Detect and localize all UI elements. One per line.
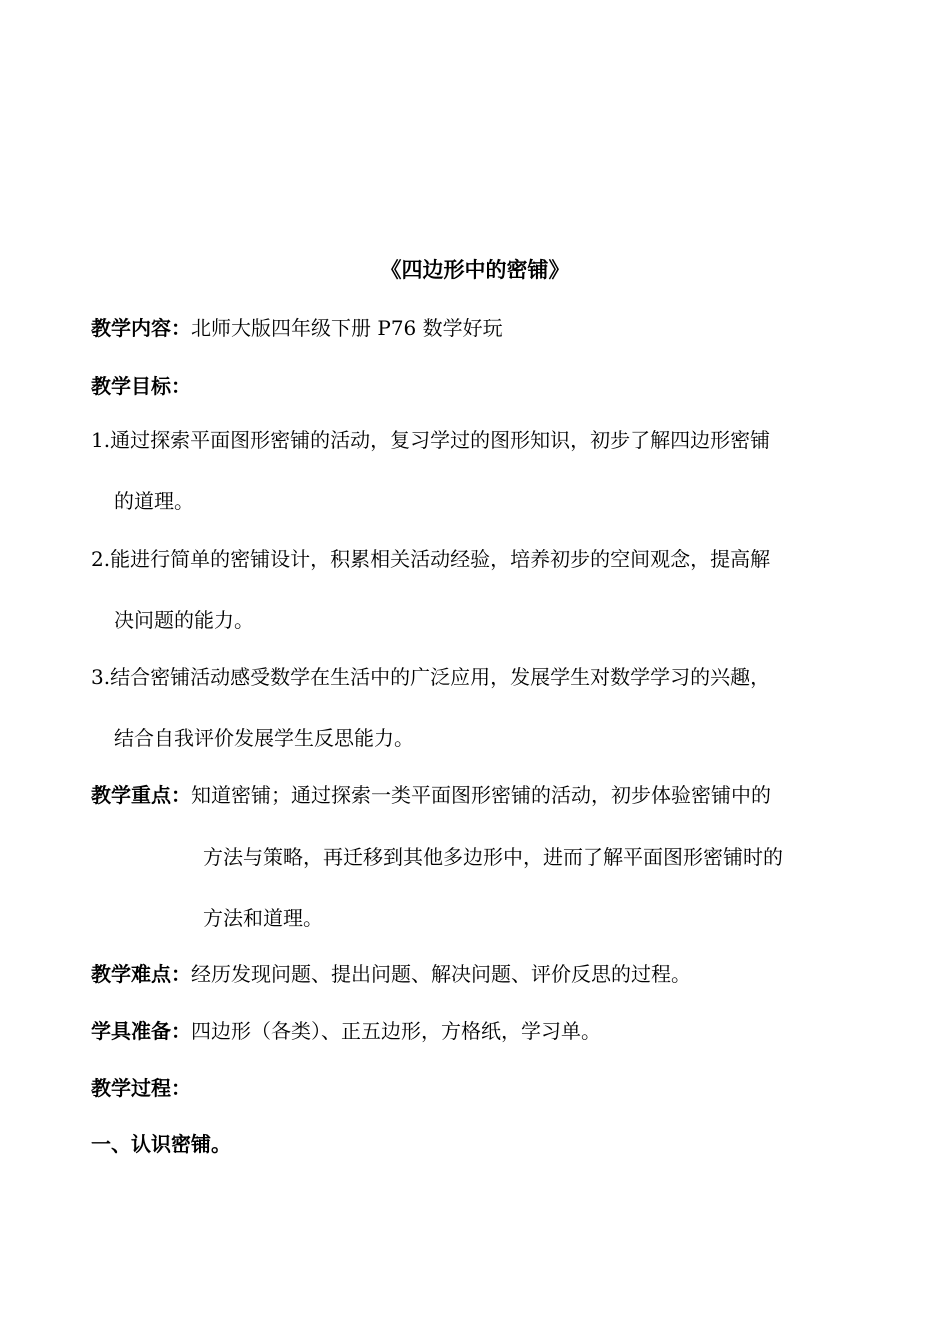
section-1-row [91,1129,231,1159]
key-points-row [91,780,771,810]
teaching-objectives-label: 教学目标： [91,374,191,398]
teaching-process-row [91,1073,191,1103]
key-points-line-2: 方法与策略，再迁移到其他多边形中，进而了解平面图形密铺时的 [203,845,783,869]
key-points-line-1: 知道密铺；通过探索一类平面图形密铺的活动，初步体验密铺中的 [191,783,771,807]
difficulties-row [91,959,691,989]
materials-label: 学具准备： [91,1019,191,1043]
teaching-content-label: 教学内容： [91,316,191,340]
section-1-heading: 一、认识密铺。 [91,1132,231,1156]
teaching-content-value: 北师大版四年级下册 P76 数学好玩 [191,316,503,340]
teaching-content-row [91,313,503,343]
objective-3-line-1: 3.结合密铺活动感受数学在生活中的广泛应用，发展学生对数学学习的兴趣， [91,665,771,689]
teaching-process-label: 教学过程： [91,1076,191,1100]
difficulties-label: 教学难点： [91,962,191,986]
difficulties-value: 经历发现问题、提出问题、解决问题、评价反思的过程。 [191,962,691,986]
objective-2-line-2: 决问题的能力。 [114,608,254,632]
materials-row [91,1016,601,1046]
key-points-label: 教学重点： [91,783,191,807]
materials-value: 四边形（各类）、正五边形，方格纸，学习单。 [191,1019,601,1043]
key-points-line-3: 方法和道理。 [203,906,323,930]
objective-1-line-2: 的道理。 [114,489,194,513]
objective-3-line-2: 结合自我评价发展学生反思能力。 [114,726,414,750]
objective-1-line-1: 1.通过探索平面图形密铺的活动，复习学过的图形知识，初步了解四边形密铺 [91,428,771,452]
document-title: 《四边形中的密铺》 [380,258,570,282]
teaching-objectives-row [91,371,191,401]
objective-2-line-1: 2.能进行简单的密铺设计，积累相关活动经验，培养初步的空间观念，提高解 [91,547,771,571]
